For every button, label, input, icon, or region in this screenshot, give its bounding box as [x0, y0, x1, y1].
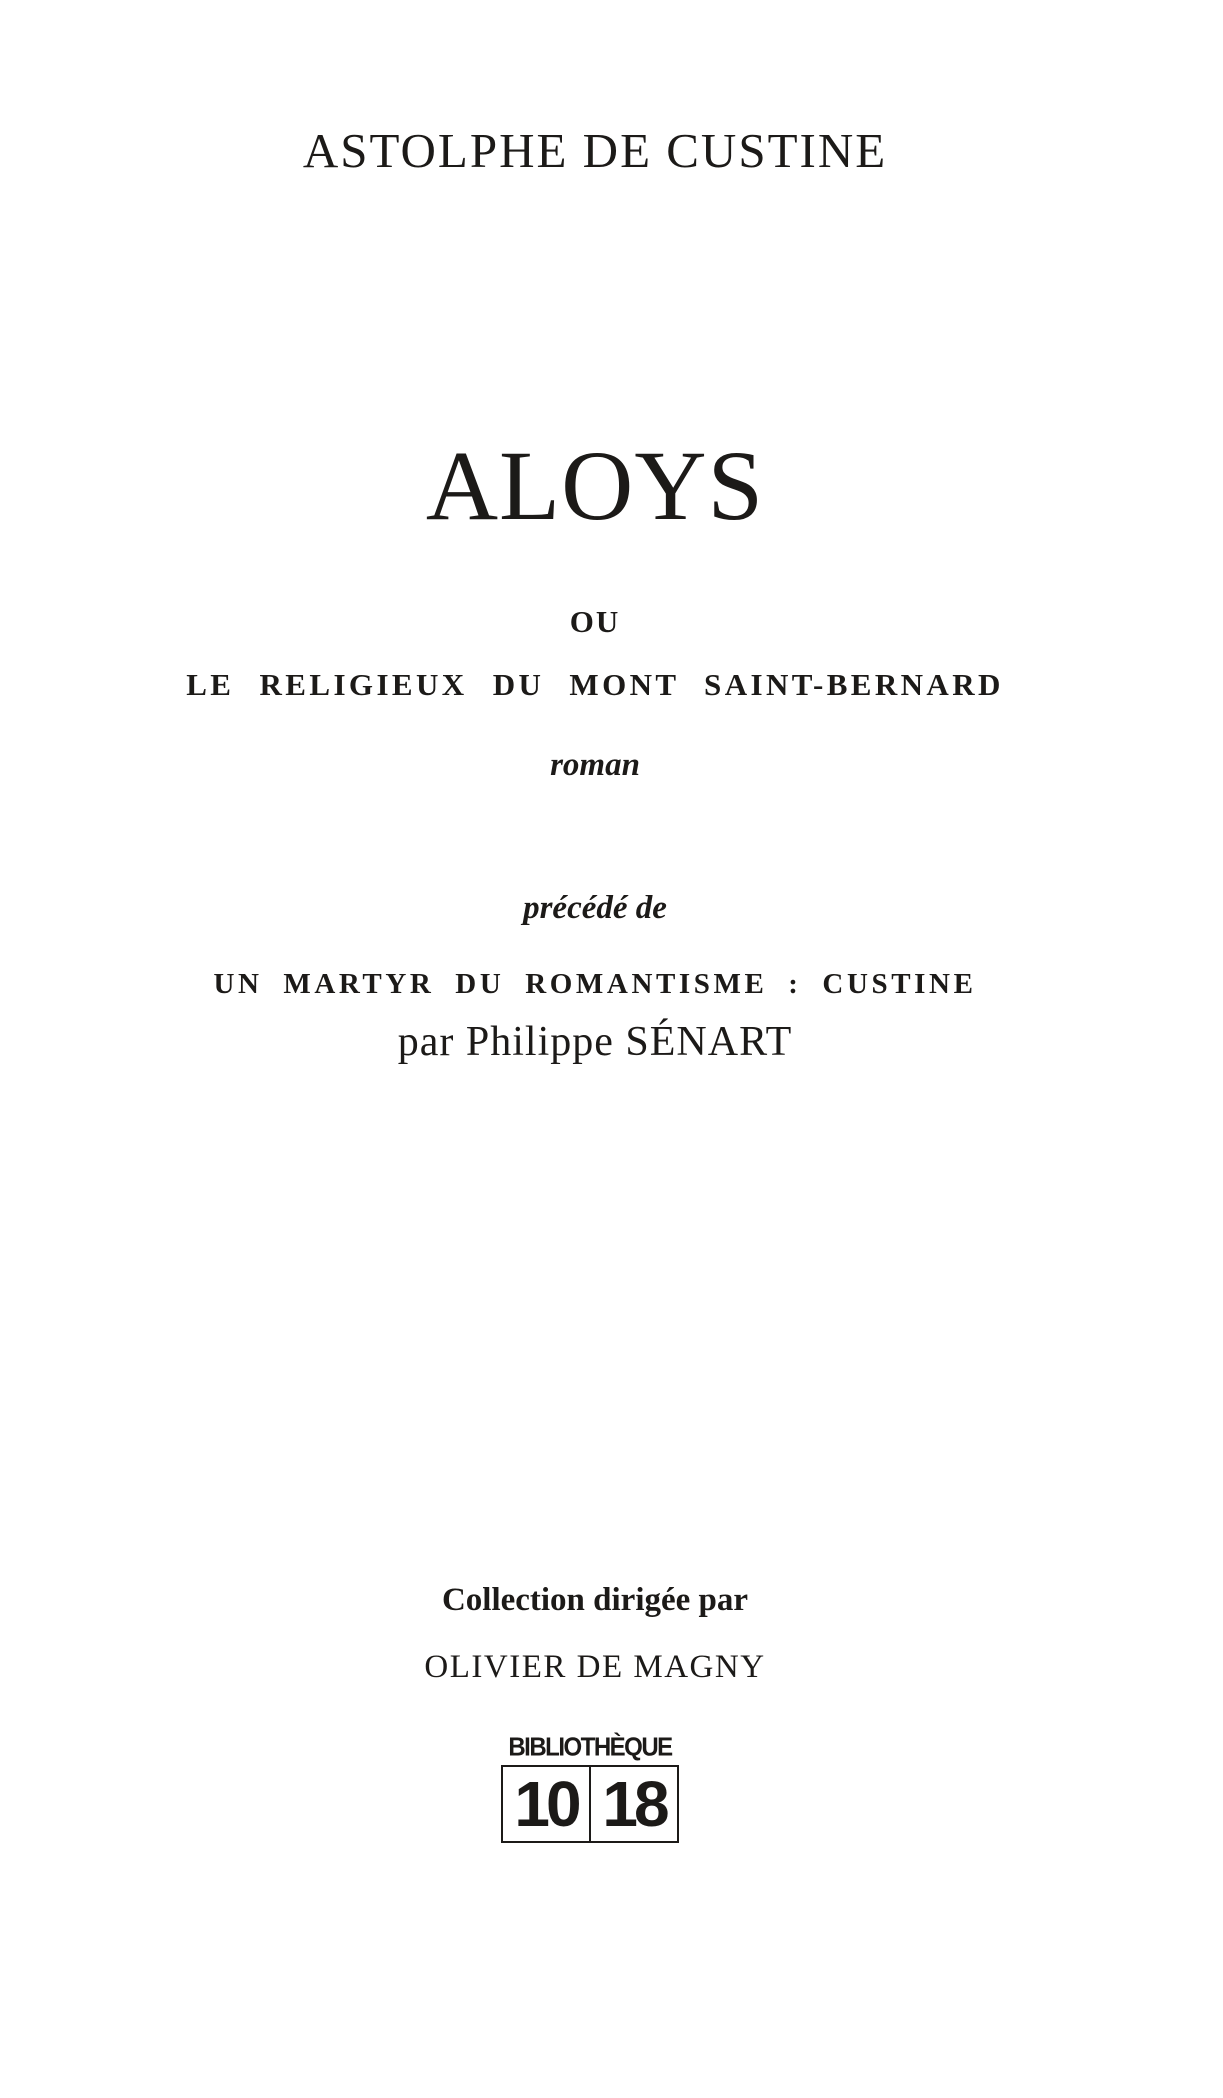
logo-number-left: 10: [503, 1767, 591, 1841]
logo-box: [501, 1765, 679, 1843]
title-conjunction: OU: [569, 604, 621, 639]
collection-label: Collection dirigée par: [441, 1582, 749, 1618]
logo-word: BIBLIOTHÈQUE: [508, 1732, 672, 1763]
book-subtitle: LE RELIGIEUX DU MONT SAINT-BERNARD: [186, 667, 1004, 702]
preface-byline: par Philippe SÉNART: [397, 1019, 793, 1065]
preceded-by-label: précédé de: [523, 890, 667, 926]
genre-label: roman: [550, 747, 640, 783]
publisher-logo: [497, 1734, 683, 1846]
collection-editor: OLIVIER DE MAGNY: [424, 1649, 766, 1685]
book-title: ALOYS: [425, 430, 765, 541]
preface-title: UN MARTYR DU ROMANTISME : CUSTINE: [213, 968, 977, 1000]
author-name: ASTOLPHE DE CUSTINE: [302, 123, 888, 178]
logo-number-right: 18: [602, 1768, 666, 1840]
